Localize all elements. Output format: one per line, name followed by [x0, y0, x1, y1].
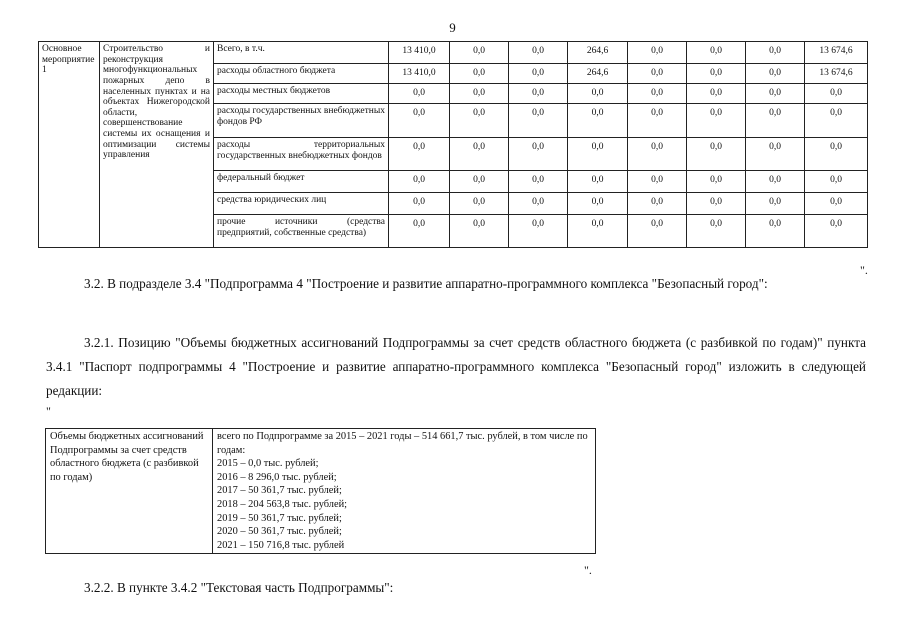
value-cell: 0,0	[389, 193, 450, 215]
value-cell: 0,0	[450, 84, 509, 104]
paragraph-3-2-2: 3.2.2. В пункте 3.4.2 "Текстовая часть Подпрограммы":	[84, 580, 394, 595]
passport-left-cell: Объемы бюджетных ассигнований Подпрограммы за счет средств областного бюджета (с разбивкой по годам)	[46, 429, 213, 554]
value-cell: 0,0	[746, 84, 805, 104]
value-cell: 0,0	[628, 138, 687, 171]
value-cell: 0,0	[568, 193, 628, 215]
value-cell: 0,0	[746, 215, 805, 248]
closing-quote: ".	[584, 563, 592, 577]
value-cell: 0,0	[746, 42, 805, 64]
value-cell: 0,0	[687, 138, 746, 171]
passport-line: всего по Подпрограмме за 2015 – 2021 годы – 514 661,7 тыс. рублей, в том числе по годам:	[217, 431, 588, 456]
value-cell: 0,0	[389, 215, 450, 248]
value-cell: 0,0	[746, 64, 805, 84]
value-cell: 0,0	[805, 193, 868, 215]
value-cell: 0,0	[687, 42, 746, 64]
opening-quote: "	[46, 404, 51, 418]
value-cell: 0,0	[450, 193, 509, 215]
paragraph-3-2: 3.2. В подразделе 3.4 "Подпрограмма 4 "Построение и развитие аппаратно-программного комплекса "Безопасный город":	[84, 276, 768, 291]
value-cell: 0,0	[509, 138, 568, 171]
value-cell: 0,0	[389, 84, 450, 104]
value-cell: 0,0	[805, 215, 868, 248]
value-cell: 0,0	[509, 215, 568, 248]
source-label-cell: расходы местных бюджетов	[214, 84, 389, 104]
source-label-cell: Всего, в т.ч.	[214, 42, 389, 64]
passport-line: 2016 – 8 296,0 тыс. рублей;	[217, 471, 337, 483]
value-cell: 264,6	[568, 42, 628, 64]
value-cell: 0,0	[628, 104, 687, 138]
value-cell: 0,0	[568, 215, 628, 248]
value-cell: 0,0	[805, 171, 868, 193]
source-label-cell: прочие источники (средства предприятий, собственные средства)	[214, 215, 389, 248]
value-cell: 0,0	[389, 138, 450, 171]
value-cell: 0,0	[450, 42, 509, 64]
value-cell: 0,0	[687, 171, 746, 193]
value-cell: 0,0	[509, 193, 568, 215]
value-cell: 0,0	[687, 104, 746, 138]
source-label-cell: расходы государственных внебюджетных фондов РФ	[214, 104, 389, 138]
value-cell: 0,0	[805, 104, 868, 138]
activity-name-cell: Основное мероприятие 1	[39, 42, 100, 248]
value-cell: 0,0	[509, 171, 568, 193]
value-cell: 0,0	[746, 138, 805, 171]
value-cell: 0,0	[746, 193, 805, 215]
passport-line: 2020 – 50 361,7 тыс. рублей;	[217, 526, 342, 538]
value-cell: 0,0	[450, 104, 509, 138]
value-cell: 0,0	[450, 215, 509, 248]
value-cell: 0,0	[450, 171, 509, 193]
source-label-cell: расходы территориальных государственных внебюджетных фондов	[214, 138, 389, 171]
value-cell: 0,0	[628, 64, 687, 84]
paragraph-3-2-1: 3.2.1. Позицию "Объемы бюджетных ассигнований Подпрограммы за счет средств областного бюджета (с разбивкой по годам)" пункта 3.4.1 "Паспорт подпрограммы 4 "Построение и развитие аппаратно-программного комплекса "Безопасный город" изложить в следующей редакции:	[46, 335, 866, 398]
value-cell: 0,0	[509, 42, 568, 64]
value-cell: 0,0	[450, 138, 509, 171]
value-cell: 0,0	[687, 64, 746, 84]
value-cell: 0,0	[687, 84, 746, 104]
page-number: 9	[449, 20, 456, 35]
value-cell: 0,0	[450, 64, 509, 84]
value-cell: 0,0	[568, 84, 628, 104]
value-cell: 264,6	[568, 64, 628, 84]
source-label-cell: федеральный бюджет	[214, 171, 389, 193]
value-cell: 0,0	[628, 42, 687, 64]
value-cell: 0,0	[628, 193, 687, 215]
value-cell: 0,0	[746, 104, 805, 138]
funding-table	[38, 41, 868, 248]
table-row	[39, 42, 868, 64]
value-cell: 13 674,6	[805, 42, 868, 64]
value-cell: 13 410,0	[389, 42, 450, 64]
value-cell: 0,0	[509, 84, 568, 104]
value-cell: 0,0	[746, 171, 805, 193]
value-cell: 0,0	[628, 215, 687, 248]
value-cell: 0,0	[687, 215, 746, 248]
passport-line: 2019 – 50 361,7 тыс. рублей;	[217, 512, 342, 524]
passport-right-cell	[213, 429, 596, 554]
value-cell: 0,0	[509, 104, 568, 138]
passport-line: 2021 – 150 716,8 тыс. рублей	[217, 539, 345, 551]
value-cell: 0,0	[805, 84, 868, 104]
value-cell: 0,0	[628, 84, 687, 104]
source-label-cell: средства юридических лиц	[214, 193, 389, 215]
value-cell: 0,0	[568, 104, 628, 138]
value-cell: 0,0	[568, 171, 628, 193]
value-cell: 0,0	[509, 64, 568, 84]
passport-line: 2017 – 50 361,7 тыс. рублей;	[217, 485, 342, 497]
passport-line: 2018 – 204 563,8 тыс. рублей;	[217, 498, 348, 510]
passport-table	[45, 428, 596, 554]
value-cell: 0,0	[805, 138, 868, 171]
value-cell: 0,0	[389, 171, 450, 193]
value-cell: 0,0	[687, 193, 746, 215]
value-cell: 13 410,0	[389, 64, 450, 84]
activity-description-cell: Строительство и реконструкция многофункциональных пожарных депо в населенных пунктах и на объектах Нижегородской области, совершенствование системы их оснащения и оптимизации системы управления	[100, 42, 214, 248]
closing-quote: ".	[860, 263, 868, 277]
value-cell: 13 674,6	[805, 64, 868, 84]
value-cell: 0,0	[568, 138, 628, 171]
value-cell: 0,0	[389, 104, 450, 138]
passport-line: 2015 – 0,0 тыс. рублей;	[217, 458, 319, 470]
source-label-cell: расходы областного бюджета	[214, 64, 389, 84]
value-cell: 0,0	[628, 171, 687, 193]
